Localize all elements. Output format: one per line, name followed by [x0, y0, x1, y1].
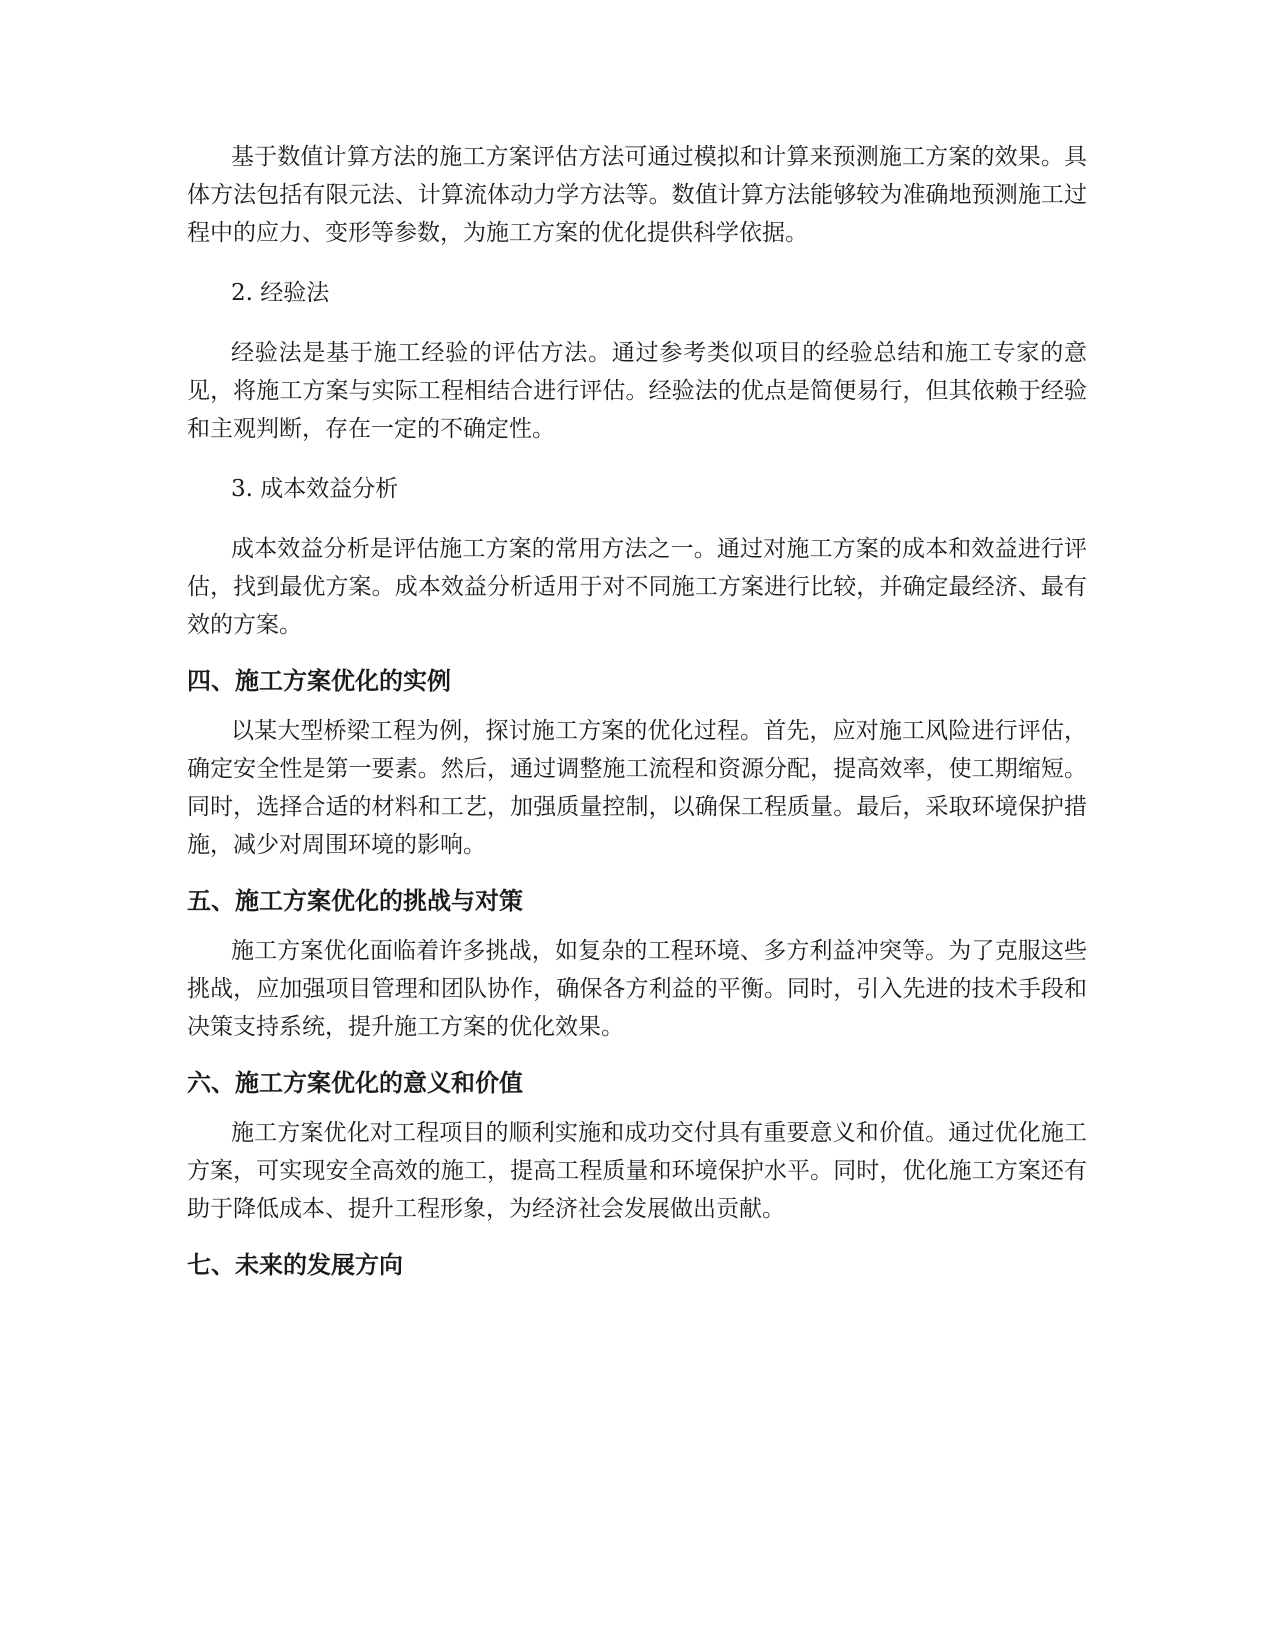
paragraph-numerical-method: 基于数值计算方法的施工方案评估方法可通过模拟和计算来预测施工方案的效果。具体方法包括有限元法、计算流体动力学方法等。数值计算方法能够较为准确地预测施工过程中的应力、变形等参数，为施工方案的优化提供科学依据。 [187, 144, 1087, 246]
heading-section-7: 七、未来的发展方向 [187, 1251, 403, 1279]
list-item-experience-method: 2. 经验法 [231, 280, 330, 306]
heading-section-6: 六、施工方案优化的意义和价值 [187, 1069, 523, 1097]
paragraph-significance: 施工方案优化对工程项目的顺利实施和成功交付具有重要意义和价值。通过优化施工方案，可实现安全高效的施工，提高工程质量和环境保护水平。同时，优化施工方案还有助于降低成本、提升工程形象，为经济社会发展做出贡献。 [187, 1120, 1087, 1222]
paragraph-experience-method: 经验法是基于施工经验的评估方法。通过参考类似项目的经验总结和施工专家的意见，将施工方案与实际工程相结合进行评估。经验法的优点是简便易行，但其依赖于经验和主观判断，存在一定的不确定性。 [187, 340, 1087, 442]
list-item-cost-benefit: 3. 成本效益分析 [231, 476, 399, 502]
heading-section-5: 五、施工方案优化的挑战与对策 [187, 887, 523, 915]
heading-section-4: 四、施工方案优化的实例 [187, 667, 451, 695]
paragraph-challenges: 施工方案优化面临着许多挑战，如复杂的工程环境、多方利益冲突等。为了克服这些挑战，应加强项目管理和团队协作，确保各方利益的平衡。同时，引入先进的技术手段和决策支持系统，提升施工方案的优化效果。 [187, 938, 1087, 1040]
paragraph-optimization-example: 以某大型桥梁工程为例，探讨施工方案的优化过程。首先，应对施工风险进行评估，确定安全性是第一要素。然后，通过调整施工流程和资源分配，提高效率，使工期缩短。同时，选择合适的材料和工艺，加强质量控制，以确保工程质量。最后，采取环境保护措施，减少对周围环境的影响。 [187, 718, 1087, 858]
paragraph-cost-benefit: 成本效益分析是评估施工方案的常用方法之一。通过对施工方案的成本和效益进行评估，找到最优方案。成本效益分析适用于对不同施工方案进行比较，并确定最经济、最有效的方案。 [187, 536, 1087, 638]
document-page [187, 138, 1087, 1282]
